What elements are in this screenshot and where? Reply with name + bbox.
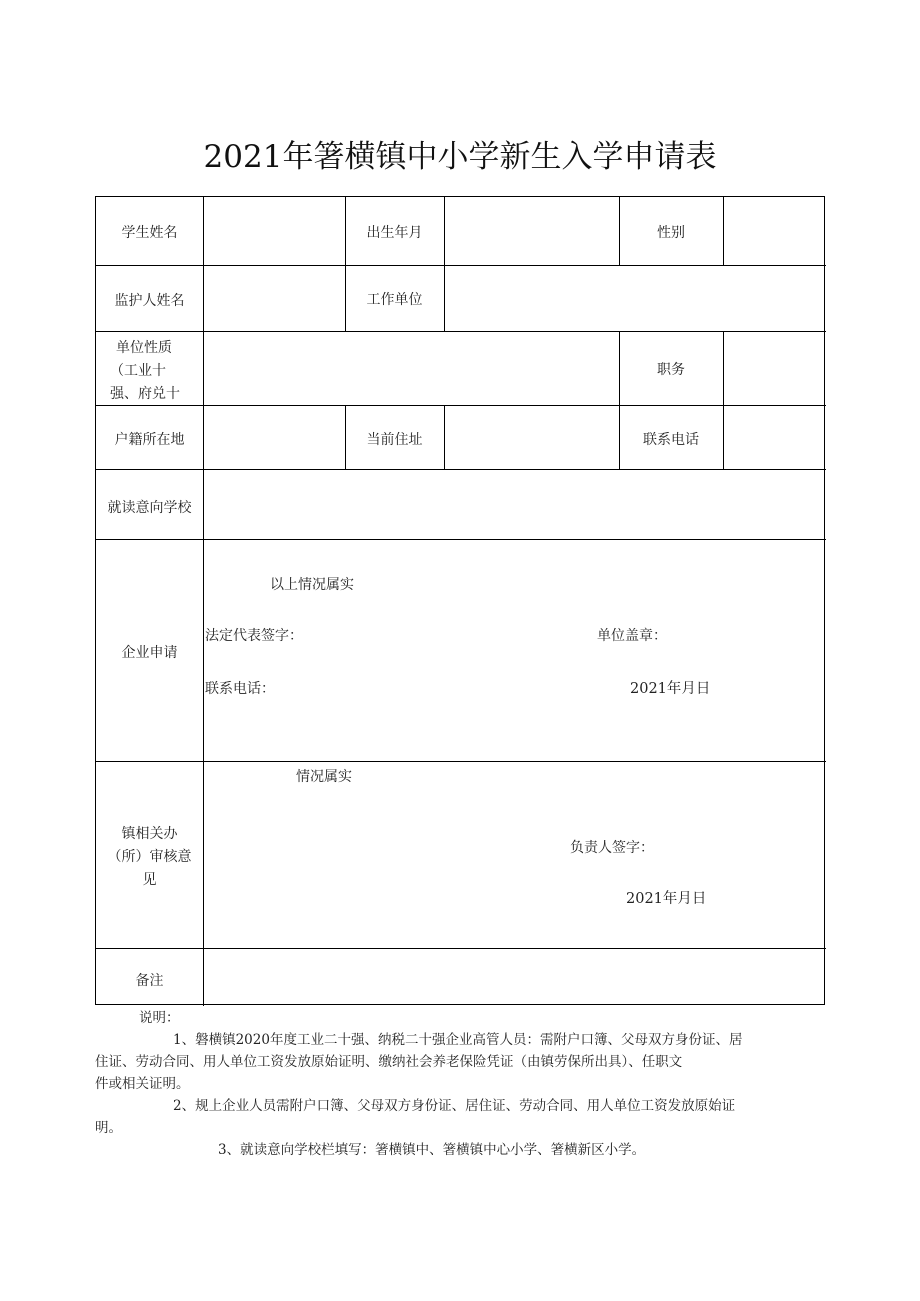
instruction-item-continued: 明。 [95, 1120, 122, 1136]
page-title: 2021年箸横镇中小学新生入学申请表 [203, 139, 717, 175]
row-divider [96, 761, 826, 762]
town-review-label [96, 823, 203, 892]
hukou-label: 户籍所在地 [114, 432, 185, 448]
unit-type-label-line: 强、府兑十 [110, 386, 180, 402]
birth-date-field[interactable] [445, 198, 619, 264]
student-name-field[interactable] [204, 198, 345, 264]
address-field[interactable] [445, 406, 619, 469]
remark-field[interactable] [204, 949, 824, 1004]
unit-type-label-line: 单位性质 [116, 340, 172, 356]
enterprise-confirm-text: 以上情况属实 [270, 577, 354, 593]
application-form-table [95, 196, 825, 1005]
phone-field[interactable] [724, 406, 824, 469]
guardian-name-label: 监护人姓名 [114, 293, 185, 309]
instruction-item: 1、磐横镇2020年度工业二十强、纳税二十强企业高管人员：需附户口簿、父母双方身份证、居 [173, 1032, 743, 1048]
remark-label: 备注 [135, 973, 164, 989]
target-school-field[interactable] [204, 470, 824, 539]
responsible-signature-label: 负责人签字： [570, 840, 654, 856]
instruction-item-continued: 件或相关证明。 [95, 1076, 190, 1092]
instruction-item: 3、就读意向学校栏填写：箸横镇中、箸横镇中心小学、箸横新区小学。 [218, 1142, 646, 1158]
employer-field[interactable] [445, 266, 824, 331]
unit-type-label [110, 337, 180, 406]
instructions-section [95, 1007, 827, 1161]
town-confirm-text: 情况属实 [296, 769, 352, 785]
address-label: 当前住址 [366, 432, 423, 448]
target-school-label: 就读意向学校 [107, 500, 192, 516]
gender-field[interactable] [724, 198, 824, 264]
enterprise-application-label: 企业申请 [121, 645, 178, 661]
phone-label: 联系电话 [643, 432, 699, 448]
town-review-label-line: 镇相关办 [121, 826, 178, 842]
employer-label: 工作单位 [366, 292, 423, 308]
instruction-item: 2、规上企业人员需附户口簿、父母双方身份证、居住证、劳动合同、用人单位工资发放原始证 [173, 1098, 736, 1114]
instructions-heading: 说明： [139, 1010, 180, 1026]
student-name-label: 学生姓名 [121, 225, 178, 241]
guardian-name-field[interactable] [204, 266, 345, 331]
unit-seal-label: 单位盖章： [597, 628, 667, 644]
enterprise-date: 2021年月日 [630, 681, 711, 697]
position-label: 职务 [657, 362, 685, 378]
town-review-date: 2021年月日 [626, 891, 707, 907]
unit-type-field[interactable] [204, 332, 619, 405]
town-review-label-line: 见 [142, 872, 157, 888]
birth-date-label: 出生年月 [366, 225, 423, 241]
town-review-label-line: （所）审核意 [107, 849, 192, 865]
position-field[interactable] [724, 332, 824, 405]
enterprise-contact-label: 联系电话： [205, 681, 275, 697]
legal-rep-signature-label: 法定代表签字： [205, 628, 303, 644]
gender-label: 性别 [657, 225, 685, 241]
row-divider [96, 539, 826, 540]
instruction-item-continued: 住证、劳动合同、用人单位工资发放原始证明、缴纳社会养老保险凭证（由镇劳保所出具）、任职文 [95, 1054, 683, 1070]
hukou-field[interactable] [204, 406, 345, 469]
unit-type-label-line: （工业十 [110, 363, 166, 379]
